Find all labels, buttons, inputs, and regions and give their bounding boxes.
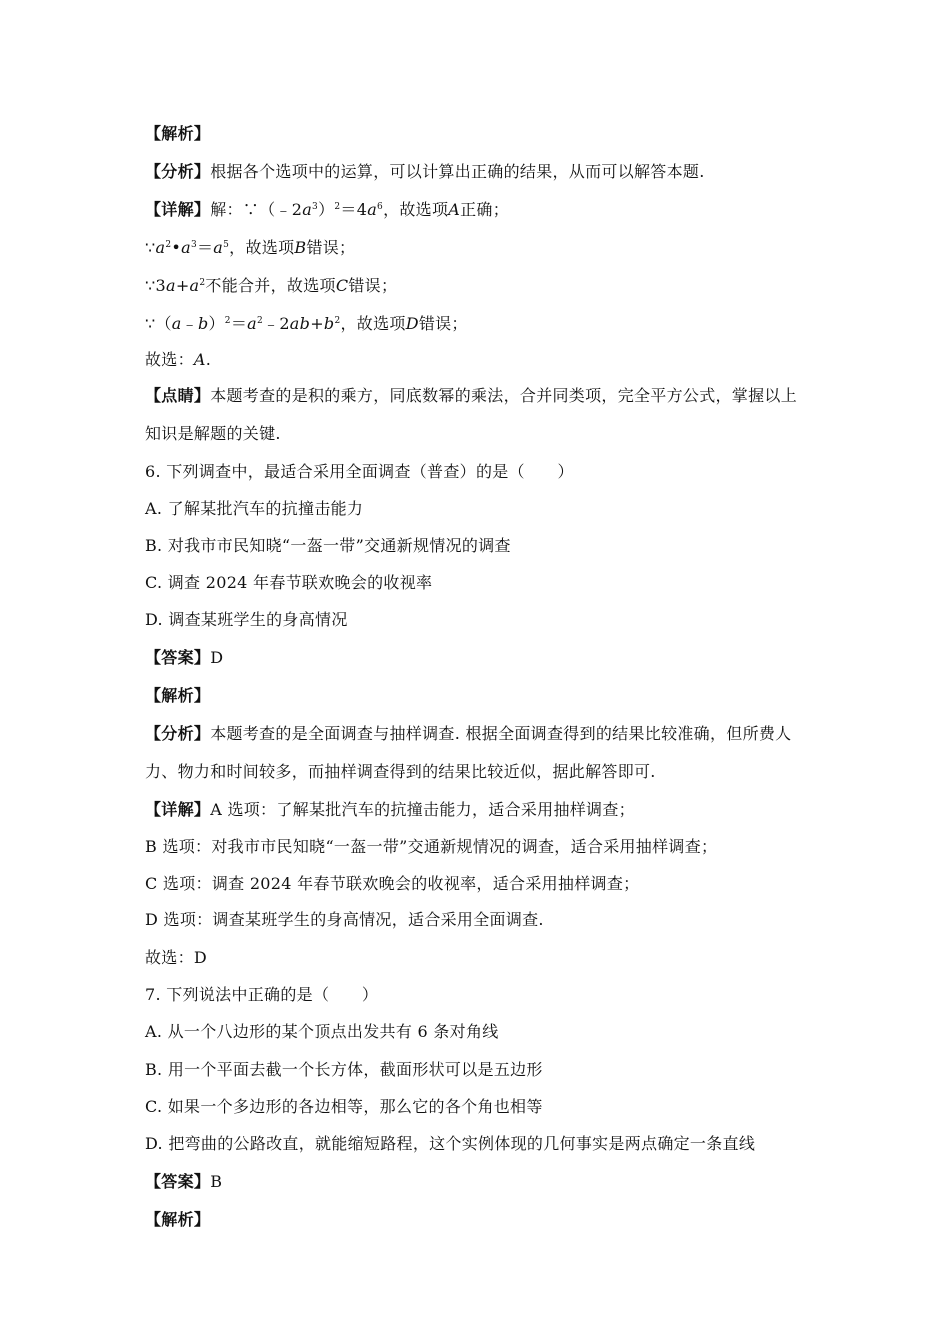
analysis-fenxi	[145, 162, 825, 182]
detail-line-1: 【详解】解：$\because(﹣2a^3)^2=4a^6$，故选项A正确；	[145, 200, 510, 219]
q6-fenxi-line-1: 【分析】本题考查的是全面调查与抽样调查. 根据全面调查得到的结果比较准确，但所费人	[145, 724, 792, 743]
detail-line-3: $\because 3a+a^2$不能合并，故选项C错误；	[145, 276, 398, 295]
q6-option-a: A. 了解某批汽车的抗撞击能力	[145, 499, 364, 518]
answer-tag: 【答案】	[145, 648, 211, 667]
answer-tag: 【答案】	[145, 1172, 211, 1191]
q7-option-a: A. 从一个八边形的某个顶点出发共有 6 条对角线	[145, 1022, 499, 1041]
fenxi-tag: 【分析】	[145, 724, 211, 743]
q6-choice: 故选：D	[145, 948, 208, 967]
q6-answer	[145, 648, 825, 668]
choice-line: 故选：A.	[145, 350, 212, 369]
q7-option-b: B. 用一个平面去截一个长方体，截面形状可以是五边形	[145, 1060, 543, 1079]
q6-option-b: B. 对我市市民知晓“一盔一带”交通新规情况的调查	[145, 536, 511, 555]
q7-option-c: C. 如果一个多边形的各边相等，那么它的各个角也相等	[145, 1097, 543, 1116]
q6-option-d: D. 调查某班学生的身高情况	[145, 610, 348, 629]
q6-detail-line-1: 【详解】A 选项：了解某批汽车的抗撞击能力，适合采用抽样调查；	[145, 800, 635, 819]
dianjing-tag: 【点睛】	[145, 386, 211, 405]
dianjing-line-2: 知识是解题的关键.	[145, 424, 281, 443]
detail-line-2: $\because a^2•a^3=a^5$，故选项B错误；	[145, 238, 356, 257]
q6-fenxi-line-2: 力、物力和时间较多，而抽样调查得到的结果比较近似，据此解答即可.	[145, 762, 656, 781]
q6-stem: 6. 下列调查中，最适合采用全面调查（普查）的是（ ）	[145, 462, 574, 481]
q6-detail-line-4: D 选项：调查某班学生的身高情况，适合采用全面调查.	[145, 910, 544, 929]
q6-analysis-header: 【解析】	[145, 686, 211, 705]
q6-detail-line-2: B 选项：对我市市民知晓“一盔一带”交通新规情况的调查，适合采用抽样调查；	[145, 837, 718, 856]
dianjing-line-1: 【点睛】本题考查的是积的乘方，同底数幂的乘法，合并同类项，完全平方公式，掌握以上	[145, 386, 798, 405]
q7-stem: 7. 下列说法中正确的是（ ）	[145, 985, 379, 1004]
q7-analysis-header: 【解析】	[145, 1210, 211, 1229]
fenxi-tag: 【分析】	[145, 162, 211, 181]
answer-value: B	[210, 1172, 223, 1191]
q7-answer	[145, 1172, 825, 1192]
fenxi-text: 根据各个选项中的运算，可以计算出正确的结果，从而可以解答本题.	[210, 162, 705, 181]
q6-option-c: C. 调查 2024 年春节联欢晚会的收视率	[145, 573, 433, 592]
q7-option-d: D. 把弯曲的公路改直，就能缩短路程，这个实例体现的几何事实是两点确定一条直线	[145, 1134, 756, 1153]
xiangjie-tag: 【详解】	[145, 800, 211, 819]
q6-detail-line-3: C 选项：调查 2024 年春节联欢晚会的收视率，适合采用抽样调查；	[145, 874, 640, 893]
detail-line-4: $\because(a﹣b)^2=a^2﹣2ab+b^2$，故选项D错误；	[145, 314, 468, 333]
answer-value: D	[210, 648, 224, 667]
analysis-header: 【解析】	[145, 124, 211, 143]
xiangjie-tag: 【详解】	[145, 200, 211, 219]
